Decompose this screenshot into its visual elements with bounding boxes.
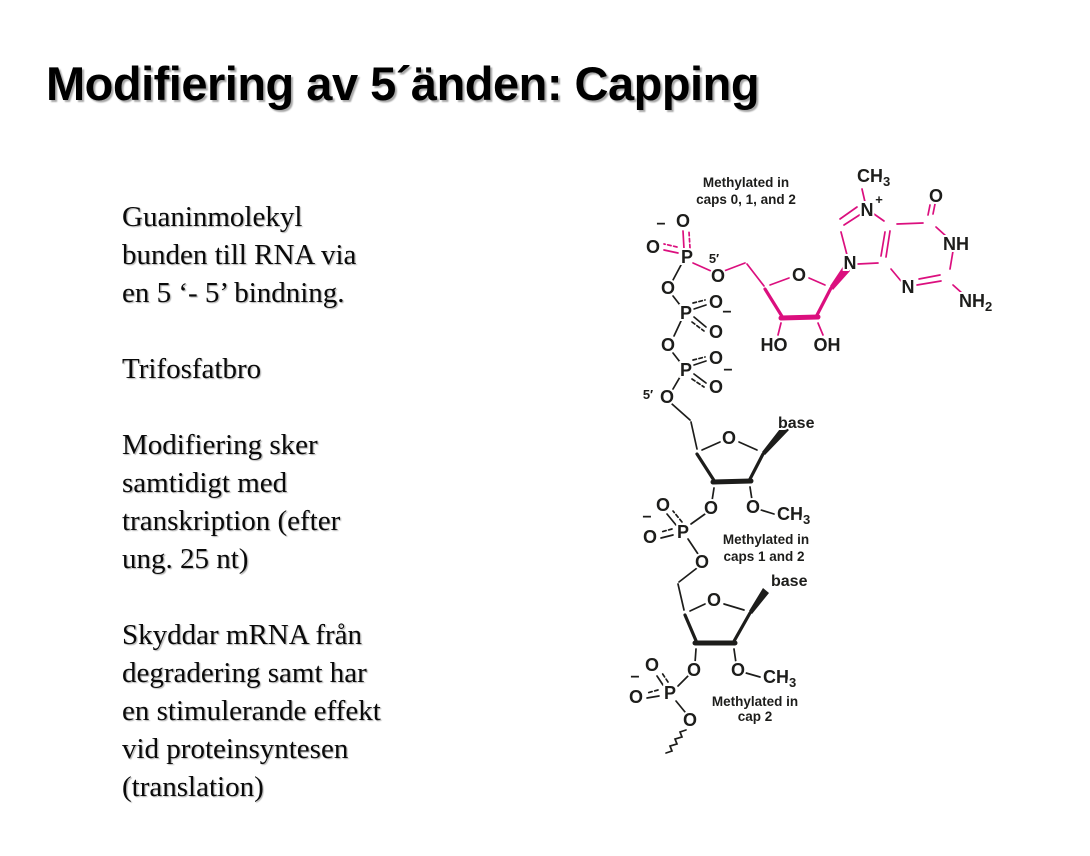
text-line: vid proteinsyntesen bbox=[122, 733, 349, 765]
atom-label-O: O bbox=[675, 211, 691, 231]
chain-continuation-squiggle bbox=[666, 730, 686, 753]
text-line: Trifosfatbro bbox=[122, 353, 262, 385]
text-line: degradering samt har bbox=[122, 657, 367, 689]
charge-plus: + bbox=[875, 192, 883, 207]
atom-label-N7: N bbox=[860, 200, 874, 220]
charge-minus: − bbox=[630, 669, 640, 686]
cap-ribose-bonds bbox=[724, 263, 831, 335]
atom-label-3O-n2: O bbox=[686, 660, 702, 680]
charge-minus: − bbox=[656, 216, 666, 233]
charge-minus: − bbox=[722, 304, 732, 321]
text-line: en stimulerande effekt bbox=[122, 695, 381, 727]
atom-label-O-bridge: O bbox=[710, 266, 726, 286]
text-line: ung. 25 nt) bbox=[122, 543, 249, 575]
text-line: Guaninmolekyl bbox=[122, 201, 303, 233]
atom-label-amino: $NH_2$ bbox=[959, 291, 993, 314]
paragraph-triphosphate bbox=[122, 350, 522, 388]
text-line: bunden till RNA via bbox=[122, 239, 357, 271]
atom-label-N1H: NH bbox=[943, 234, 969, 254]
atom-label-P-internucleotide2: P bbox=[663, 683, 677, 703]
atom-label-O: O bbox=[682, 710, 698, 730]
annotation-cap2-line2: cap 2 bbox=[737, 709, 773, 724]
text-line: transkription (efter bbox=[122, 505, 341, 537]
atom-label-O: O bbox=[694, 552, 710, 572]
text-line: samtidigt med bbox=[122, 467, 288, 499]
atom-label-O: O bbox=[708, 348, 724, 368]
atom-label-N9: N bbox=[843, 253, 857, 273]
position-label-5prime: 5′ bbox=[642, 387, 654, 402]
atom-label-3O-n1: O bbox=[703, 498, 719, 518]
annotation-cap012-line2: caps 0, 1, and 2 bbox=[696, 192, 796, 207]
atom-label-n7-methyl: $CH_3$ bbox=[857, 166, 891, 189]
atom-label-O: O bbox=[642, 527, 658, 547]
annotation-cap12-line2: caps 1 and 2 bbox=[723, 549, 805, 564]
atom-label-O: O bbox=[660, 335, 676, 355]
atom-label-O6: O bbox=[928, 186, 944, 206]
paragraph-guanine bbox=[122, 198, 522, 312]
atom-labels bbox=[629, 166, 992, 730]
charge-minus: − bbox=[723, 362, 733, 379]
annotation-cap012-line1: Methylated in bbox=[702, 175, 790, 190]
atom-label-O: O bbox=[644, 655, 660, 675]
base-label-n2: base bbox=[771, 573, 808, 590]
atom-label-N3: N bbox=[901, 277, 915, 297]
atom-label-P-gamma: P bbox=[679, 360, 693, 380]
atom-label-2O-n1: O bbox=[745, 497, 761, 517]
atom-label-O: O bbox=[708, 292, 724, 312]
atom-label-O: O bbox=[628, 687, 644, 707]
atom-label-O: O bbox=[645, 237, 661, 257]
atom-label-ring-O-n1: O bbox=[721, 428, 737, 448]
position-label-5prime: 5′ bbox=[708, 251, 720, 266]
text-line: Modifiering sker bbox=[122, 429, 318, 461]
atom-label-2O-methyl-n2: $CH_3$ bbox=[763, 667, 797, 690]
text-line: (translation) bbox=[122, 771, 264, 803]
atom-label-O: O bbox=[655, 495, 671, 515]
atom-label-P-beta: P bbox=[679, 303, 693, 323]
text-line: Skyddar mRNA från bbox=[122, 619, 363, 651]
paragraph-modification-timing bbox=[122, 426, 522, 578]
atom-label-O: O bbox=[660, 278, 676, 298]
paragraph-protection bbox=[122, 616, 522, 806]
annotation-cap12-line1: Methylated in bbox=[722, 532, 810, 547]
atom-label-2OH-cap: OH bbox=[813, 335, 841, 355]
charge-minus: − bbox=[642, 509, 652, 526]
slide-title: Modifiering av 5´änden: Capping bbox=[46, 57, 760, 110]
text-line: en 5 ‘- 5’ bindning. bbox=[122, 277, 345, 309]
atom-label-ring-O-n2: O bbox=[706, 590, 722, 610]
atom-label-3OH-cap: HO bbox=[760, 335, 788, 355]
atom-label-2O-methyl-n1: $CH_3$ bbox=[777, 504, 811, 527]
annotation-cap2-line1: Methylated in bbox=[711, 694, 799, 709]
atom-label-O: O bbox=[708, 377, 724, 397]
capping-structure-diagram bbox=[620, 155, 1020, 775]
atom-label-ring-O-cap: O bbox=[791, 265, 807, 285]
atom-label-O: O bbox=[708, 322, 724, 342]
body-text-column bbox=[122, 198, 522, 844]
atom-label-P-alpha: P bbox=[680, 247, 694, 267]
base-label-n1: base bbox=[778, 415, 815, 432]
atom-label-O-5prime: O bbox=[659, 387, 675, 407]
atom-label-P-internucleotide1: P bbox=[676, 522, 690, 542]
atom-label-2O-n2: O bbox=[730, 660, 746, 680]
